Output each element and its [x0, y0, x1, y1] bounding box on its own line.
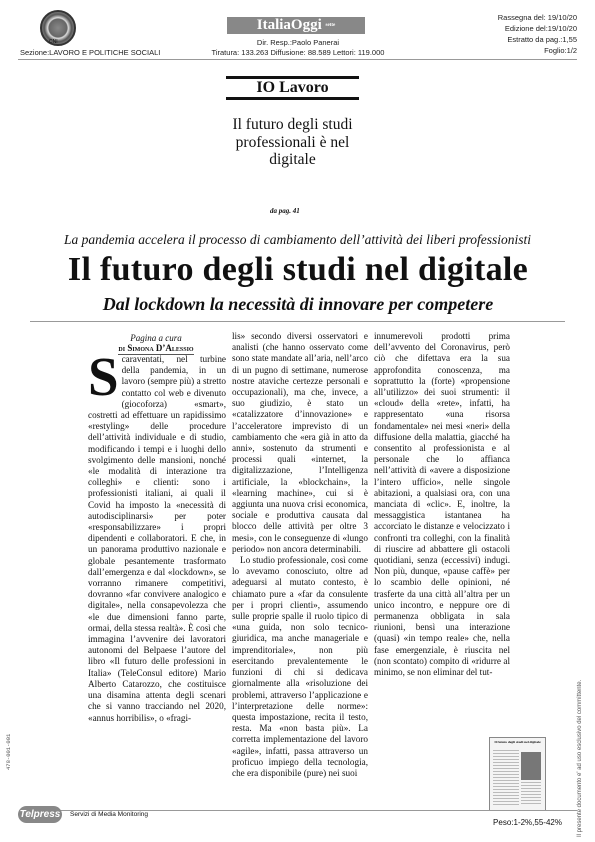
paragraph	[88, 354, 226, 724]
seal-icon	[40, 10, 76, 46]
page-reference: da pag. 41	[270, 207, 300, 215]
byline	[86, 333, 226, 355]
article-column-2	[232, 331, 368, 809]
edizione-date: Edizione del:19/10/20	[504, 24, 577, 33]
thumbnail-text-block	[493, 750, 519, 805]
kicker: La pandemia accelera il processo di cambiamento dell’attività dei liberi professionisti	[64, 232, 531, 247]
thumbnail-caption: Il futuro degli studi nel digitale	[494, 740, 541, 744]
side-notice: Il presente documento e' ad uso esclusivo del committente.	[577, 679, 583, 837]
dir-resp: Dir. Resp.:Paolo Panerai	[256, 38, 340, 47]
drop-cap: S	[88, 354, 119, 407]
teaser-text: Il futuro degli studi professionali è nel digitale	[232, 116, 353, 168]
footer-service: Servizi di Media Monitoring	[70, 811, 149, 818]
tiratura: Tiratura: 133.263 Diffusione: 88.589 Lettori: 119.000	[211, 48, 385, 57]
thumbnail-text-block	[521, 782, 541, 805]
col1-text: caraventati, nel turbine della pandemia, in un lavoro (sempre più) a stretto contatto col web e divenuto (giocoforza) «smart», costretti ad effettuare un rapidissimo «restyling» delle procedure dell’attività individuale e di studio, modificando i tempi e i luoghi dello svolgimento delle mansioni, nonché «le modalità di interazione tra colleghi» e clienti: sono i professionisti italiani, ai quali il Covid ha imposto la «necessità di autodisciplinarsi» per poter «responsabilizzare» i propri dipendenti e collaboratori. E che, in un panorama produttivo nazionale e globale pesantemente trasformato dall’emergenza e dal «lockdown», se vorranno rimanere competitivi, dovranno «far convivere analogico e digitale», nella consapevolezza che «le due dimensioni fanno parte, ormai, della stessa realtà». È così che immagina l’avvenire dei lavoratori autonomi del Belpaese l’autore del libro «Il futuro delle professioni in Italia» (TeleConsul editore) Mario Alberto Catarozzo, che costituisce una disamina attenta degli scenari che si vanno tracciando nel 2020, «annus horribilis», o «fragi-	[88, 354, 226, 723]
section-label: IO Lavoro	[226, 76, 359, 100]
paragraph: Lo studio professionale, così come lo avevamo conosciuto, oltre ad adeguarsi al mutato contesto, è chiamato pure a «far da consulente per i propri clienti», assumendo sulle proprie spalle il ruolo tipico di «una guida, non solo tecnico-giuridica, ma anche manageriale e imprenditoriale», non più esercitando prevalentemente le funzioni di chi si dedicava giornalmente alla «risoluzione dei problemi, attraverso l’applicazione e l’interpretazione delle norme»: questa impostazione, recita il testo, resta. Ma «non basta più». La corretta implementazione del lavoro «agile», infatti, passa attraverso un proficuo impiego della tecnologia, che era disponibile (pure) nei suoi	[232, 555, 368, 778]
paragraph: innumerevoli prodotti prima dell’avvento del Coronavirus, però ciò che difettava era la sua approfondita conoscenza, ma soprattutto la (forte) «propensione all’utilizzo» dei suoi strumenti: il «cloud» della «rete», infatti, ha rappresentato «una risorsa fondamentale» nei mesi «neri» della diffusione della malattia, giacché ha consentito al professionista e al personale che lo affianca nell’attività di «avere a disposizione l’intero ufficio», nelle singole abitazioni, a qualsiasi ora, con una manciata di «clic». E, inoltre, la messaggistica istantanea ha accorciato le distanze e velocizzato i confronti tra colleghi, con la finalità di riuscire ad abbattere gli ostacoli quotidiani, senza (eccessivi) indugi. Non più, dunque, «pause caffè» per lo scambio delle opinioni, né trasferte da una città all’altra per un unico incontro, e neppure ore di permanenza obbligata in sala riunioni, bensì una interazione (quasi) «in tempo reale» che, nella fase emergenziale, è riuscita nel (non scontato) compito di «ridurre al minimo, se non eliminar del tut-	[374, 331, 510, 678]
masthead-logo	[227, 17, 365, 34]
masthead-logo-text: ItaliaOggi	[256, 17, 322, 33]
telpress-logo: Telpress	[18, 806, 62, 823]
side-code: 478-001-001	[5, 733, 12, 770]
article-column-1	[88, 354, 226, 809]
byline-author: di Simona D’Alessio	[118, 343, 194, 353]
title-rule	[30, 321, 565, 322]
page-thumbnail	[489, 737, 546, 811]
rassegna-date: Rassegna del: 19/10/20	[497, 13, 577, 22]
publisher-seal	[28, 10, 88, 50]
headline: Il futuro degli studi nel digitale	[67, 251, 529, 288]
paragraph: lis» secondo diversi osservatori e analisti (che hanno osservato come sono state mandate all’aria, nell’arco di un pugno di settimane, numerose nostre ataviche certezze personali e occupazionali), ma che, invece, a suo giudizio, è stato un «catalizzatore d’innovazione» e l’acceleratore imprevisto di un cambiamento che «era già in atto da anni», sostenuto da strumenti e processi quali «internet, la digitalizzazione, l’Intelligenza artificiale, la «blockchain», la «learning machine», cui si è aggiunta una nuova crisi economica, sociale e produttiva causata dal blocco delle attività per oltre 3 mesi», con le conseguenze di «lungo periodo» non ancora determinabili.	[232, 331, 368, 554]
header-rule	[18, 59, 577, 60]
estratto-page: Estratto da pag.:1,55	[507, 35, 577, 44]
subhead: Dal lockdown la necessità di innovare per competere	[102, 294, 494, 314]
byline-pagina: Pagina a cura	[130, 333, 182, 343]
foglio: Foglio:1/2	[544, 46, 577, 55]
sezione: Sezione:LAVORO E POLITICHE SOCIALI	[20, 48, 161, 57]
thumbnail-image	[521, 752, 541, 780]
masthead-logo-suffix: sette	[325, 23, 336, 28]
peso: Peso:1-2%,55-42%	[493, 818, 562, 827]
article-column-3	[374, 331, 510, 743]
seal-text: CNI	[49, 39, 58, 45]
